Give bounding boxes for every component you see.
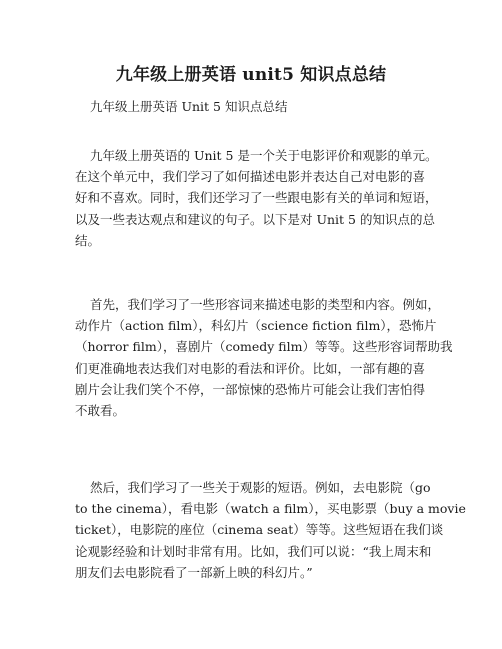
paragraph-adjectives [75, 294, 453, 421]
paragraph-line: 朋友们去电影院看了一部新上映的科幻片。” [75, 564, 313, 580]
paragraph-line: 论观影经验和计划时非常有用。比如，我们可以说：“我上周末和 [75, 543, 432, 559]
paragraph-line: to the cinema），看电影（watch a film），买电影票（buy a movie [75, 501, 466, 517]
paragraph-line: 在这个单元中，我们学习了如何描述电影并表达自己对电影的喜 [75, 169, 426, 185]
paragraph-phrases [75, 477, 466, 583]
paragraph-line: 好和不喜欢。同时，我们还学习了一些跟电影有关的单词和短语， [75, 190, 438, 206]
paragraph-intro [75, 145, 445, 251]
paragraph-line: 动作片（action film），科幻片（science fiction film），恐怖片 [75, 318, 437, 334]
paragraph-line: ticket），电影院的座位（cinema seat）等等。这些短语在我们谈 [75, 522, 444, 538]
paragraph-line: 首先，我们学习了一些形容词来描述电影的类型和内容。例如， [90, 297, 441, 312]
paragraph-line: 不敢看。 [75, 402, 126, 418]
paragraph-line: （horror film），喜剧片（comedy film）等等。这些形容词帮助我 [75, 339, 453, 355]
document-subtitle: 九年级上册英语 Unit 5 知识点总结 [90, 99, 288, 114]
paragraph-line: 剧片会让我们笑个不停，一部惊悚的恐怖片可能会让我们害怕得 [75, 381, 426, 397]
paragraph-line: 结。 [75, 232, 101, 248]
paragraph-line: 们更准确地表达我们对电影的看法和评价。比如，一部有趣的喜 [75, 360, 426, 376]
document-title: 九年级上册英语 unit5 知识点总结 [115, 65, 387, 85]
paragraph-line: 以及一些表达观点和建议的句子。以下是对 Unit 5 的知识点的总 [75, 211, 435, 227]
paragraph-line: 然后，我们学习了一些关于观影的短语。例如，去电影院（go [90, 480, 431, 495]
paragraph-line: 九年级上册英语的 Unit 5 是一个关于电影评价和观影的单元。 [90, 148, 438, 163]
